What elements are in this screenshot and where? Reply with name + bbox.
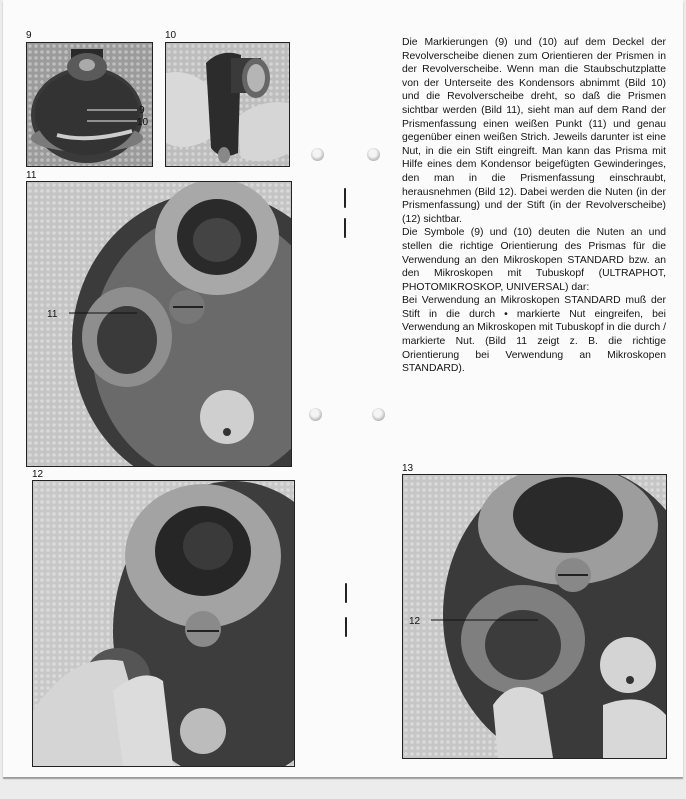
binding-hole [309,408,322,421]
figure-13-photo-prism-seated [402,474,667,759]
paragraph-prism-orientation: Die Markierungen (9) und (10) auf dem Deckel der Revolverscheibe dienen zum Orientieren der Prismen in der Revolverscheibe. Wenn man die Staubschutzplatte von der Unterseite des Kondensors abnimmt (Bild 10) und die Revolverscheibe dreht, so daß die Prismen sichtbar werden (Bild 11), sieht man auf dem Rand der Prismenfassung einen weißen Punkt (11) und genau gegenüber einen weißen Strich. Jeweils darunter ist eine Nut, in die ein Stift eingreift. Man kann das Prisma mit Hilfe eines dem Kondensor beigefügten Gewinderinges, den man in die Prismenfassung einschraubt, herausnehmen (Bild 12). Dabei werden die Nuten (in der Prismenfassung) und der Stift (in der Revolverscheibe) (12) sichtbar. [402,37,666,225]
hands-and-condenser-illustration [166,43,289,166]
prism-turret-illustration [27,182,291,466]
figure-11-label: 11 [26,170,37,181]
staple-mark [344,218,346,238]
figure-10-label: 10 [165,30,177,41]
paragraph-usage: Bei Verwendung an Mikroskopen STANDARD muß der Stift in die durch • markierte Nut eingreifen, bei Verwendung an Mikroskopen mit Tubuskopf in die durch / markierte Nut. (Bild 11 zeigt z. B. die richtige Orientierung bei Verwendung an Mikroskopen STANDARD). [402,295,666,375]
binding-hole [367,148,380,161]
prism-seated-illustration [403,475,666,758]
binding-hole [372,408,385,421]
figure-9-photo-condenser-cover [26,42,153,167]
paragraph-symbols: Die Symbole (9) und (10) deuten die Nuten an und stellen die richtige Orientierung des Prismas für die Verwendung an den Mikroskopen STANDARD bzw. an den Mikroskopen mit Tubuskopf (ULTRAPHOT, PHOTOMIKROSKOP, UNIVERSAL) dar: [402,227,666,293]
staple-mark [345,617,347,637]
binding-hole [311,148,324,161]
figure-12-photo-prism-removal [32,480,295,767]
prism-removal-illustration [33,481,294,766]
figure-11-photo-prism-turret [26,181,292,467]
callout-9: 9 [139,105,145,116]
figure-12-label: 12 [32,469,44,480]
manual-page [3,0,683,777]
figure-10-photo-hands-removing-plate [165,42,290,167]
figure-13-label: 13 [402,463,414,474]
callout-11: 11 [47,309,58,320]
figure-9-label: 9 [26,30,32,41]
staple-mark [345,583,347,603]
instruction-text [402,36,666,376]
callout-10: 10 [137,117,149,128]
staple-mark [344,188,346,208]
condenser-cover-illustration [27,43,152,166]
callout-12: 12 [409,616,421,627]
